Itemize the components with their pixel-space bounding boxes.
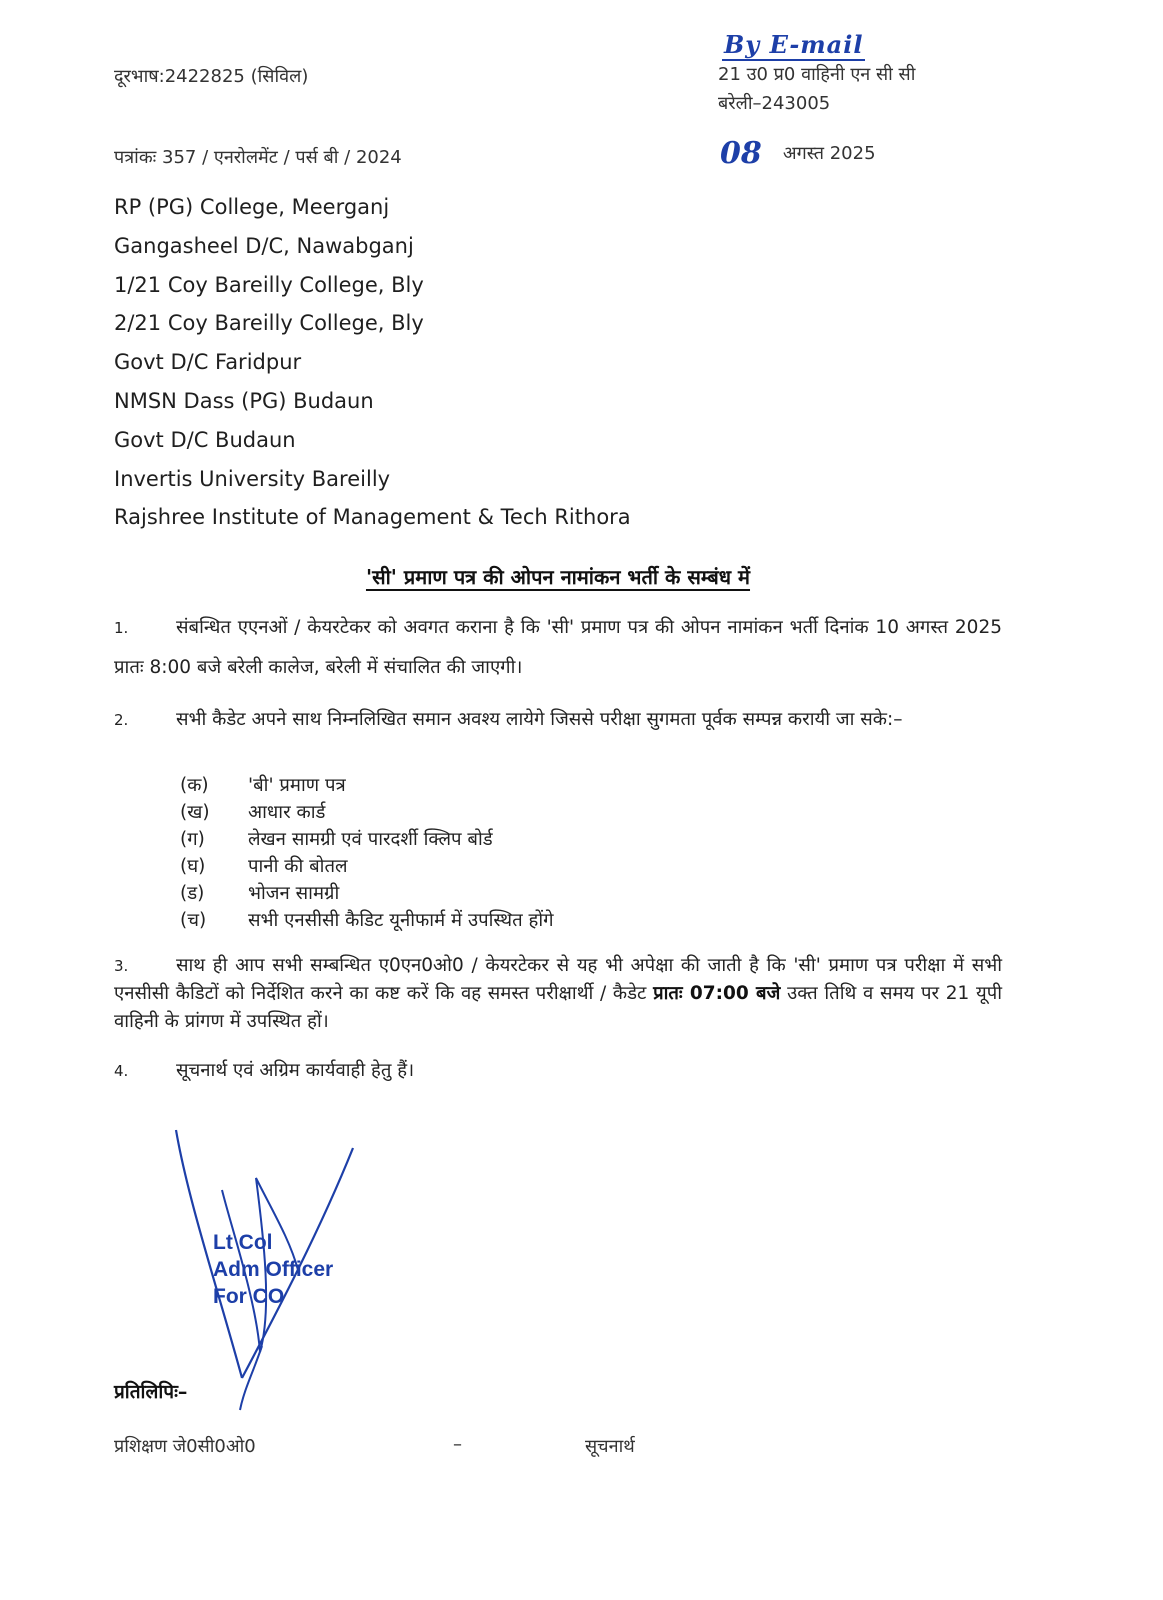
copy-label: प्रतिलिपिः–: [114, 1381, 188, 1403]
paragraph-1: [114, 608, 1002, 688]
item-marker: (घ): [180, 856, 206, 877]
unit-name: 21 उ0 प्र0 वाहिनी एन सी सी: [718, 64, 916, 85]
list-item: [180, 880, 554, 907]
list-item: [180, 826, 554, 853]
addressee: 2/21 Coy Bareilly College, Bly: [114, 311, 424, 336]
addressee: 1/21 Coy Bareilly College, Bly: [114, 272, 424, 297]
item-text: भोजन सामग्री: [248, 883, 340, 904]
subject-text: 'सी' प्रमाण पत्र की ओपन नामांकन भर्ती के सम्बंध में: [365, 565, 751, 589]
item-marker: (ख): [180, 802, 210, 823]
paragraph-4: [114, 1056, 1002, 1086]
addressee: Govt D/C Budaun: [114, 427, 296, 452]
addressee: Rajshree Institute of Management & Tech Rithora: [114, 505, 631, 530]
item-text: लेखन सामग्री एवं पारदर्शी क्लिप बोर्ड: [248, 829, 493, 850]
item-marker: (ग): [180, 829, 205, 850]
paragraph-3: [114, 952, 1002, 1036]
date-day: 08: [720, 136, 762, 171]
items-list: [180, 772, 554, 934]
item-text: सभी एनसीसी कैडिट यूनीफार्म में उपस्थित होंगे: [248, 910, 554, 931]
subject-line: [114, 563, 1002, 590]
copy-dash: –: [453, 1434, 462, 1455]
paragraph-number: 4.: [114, 1062, 129, 1080]
paragraph-number: 1.: [114, 619, 129, 637]
paragraph-text: उक्त तिथि व समय पर 21 यूपी वाहिनी के प्रांगण में उपस्थित हों।: [114, 983, 1002, 1032]
date-month-year: अगस्त 2025: [782, 143, 876, 164]
copy-recipient: प्रशिक्षण जे0सी0ओ0: [114, 1436, 256, 1457]
reference-number: पत्रांकः 357 / एनरोलमेंट / पर्स बी / 2024: [114, 147, 402, 168]
item-text: पानी की बोतल: [248, 856, 348, 877]
list-item: [180, 799, 554, 826]
item-text: आधार कार्ड: [248, 802, 326, 823]
by-email-stamp-text: By E-mail: [724, 30, 864, 59]
item-marker: (क): [180, 775, 209, 796]
signature-for: For CO: [213, 1285, 285, 1308]
addressee: Gangasheel D/C, Nawabganj: [114, 233, 414, 258]
by-email-stamp: [722, 30, 865, 59]
list-item: [180, 907, 554, 934]
signature-title: Adm Officer: [213, 1258, 334, 1281]
addressee: NMSN Dass (PG) Budaun: [114, 388, 374, 413]
copy-purpose: सूचनार्थ: [585, 1436, 635, 1457]
paragraph-number: 2.: [114, 711, 129, 729]
letter-date: [720, 136, 876, 171]
item-text: 'बी' प्रमाण पत्र: [248, 775, 346, 796]
signature-stroke: [240, 1346, 262, 1410]
addressee: Govt D/C Faridpur: [114, 350, 302, 375]
signature-designation: [213, 1229, 333, 1310]
list-item: [180, 772, 554, 799]
addressee-list: [114, 188, 631, 537]
addressee: Invertis University Bareilly: [114, 466, 391, 491]
paragraph-number: 3.: [114, 957, 129, 975]
paragraph-text: संबन्धित एएनओं / केयरटेकर को अवगत कराना है कि 'सी' प्रमाण पत्र की ओपन नामांकन भर्ती दिनांक 10 अगस्त 2025 प्रातः 8:00 बजे बरेली कालेज, बरेली में संचालित की जाएगी।: [114, 617, 1002, 678]
item-marker: (ड): [180, 883, 205, 904]
phone-number: दूरभाष:2422825 (सिविल): [114, 66, 309, 87]
paragraph-text: सूचनार्थ एवं अग्रिम कार्यवाही हेतु हैं।: [176, 1060, 415, 1081]
unit-address: [718, 60, 915, 118]
addressee: RP (PG) College, Meerganj: [114, 195, 390, 219]
paragraph-2: [114, 705, 1002, 735]
item-marker: (च): [180, 910, 207, 931]
paragraph-text: साथ ही आप सभी सम्बन्धित ए0एन0ओ0 / केयरटेकर से यह भी अपेक्षा की जाती है कि 'सी' प्रमाण पत्र परीक्षा में सभी एनसीसी कैडिटों को निर्देशित करने का कष्ट करें कि वह समस्त परीक्षार्थी / कैडेट: [114, 955, 1002, 1004]
unit-city: बरेली–243005: [718, 93, 831, 114]
list-item: [180, 853, 554, 880]
paragraph-bold-time: प्रातः 07:00 बजे: [653, 983, 781, 1004]
signature-rank: Lt Col: [213, 1231, 273, 1254]
paragraph-text: सभी कैडेट अपने साथ निम्नलिखित समान अवश्य लायेगे जिससे परीक्षा सुगमता पूर्वक सम्पन्न करायी जा सके:–: [176, 709, 903, 730]
